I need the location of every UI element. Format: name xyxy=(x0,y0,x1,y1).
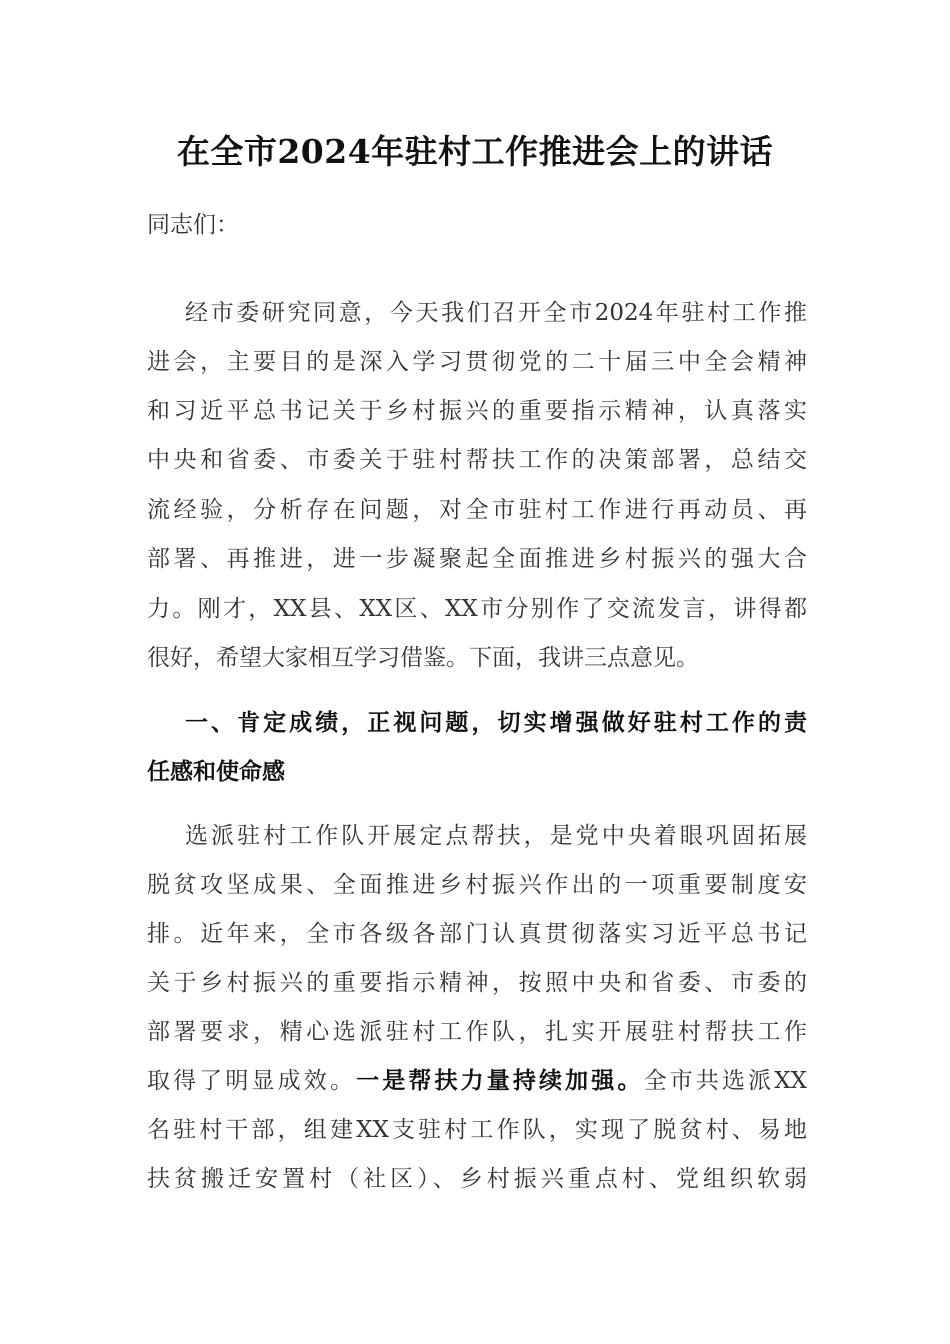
paragraph-text: 取得了明显成效。 xyxy=(147,1068,357,1094)
paragraph-line: 中央和省委、市委关于驻村帮扶工作的决策部署，总结交 xyxy=(147,447,807,473)
paragraph-line: 部署要求，精心选派驻村工作队，扎实开展驻村帮扶工作 xyxy=(147,1019,807,1045)
document-title: 在全市2024年驻村工作推进会上的讲话 xyxy=(176,132,774,171)
salutation: 同志们： xyxy=(147,212,239,238)
paragraph-line: 流经验，分析存在问题，对全市驻村工作进行再动员、再 xyxy=(147,497,807,523)
paragraph-text: 全市共选派XX xyxy=(643,1068,808,1094)
paragraph-line: 名驻村干部，组建XX支驻村工作队，实现了脱贫村、易地 xyxy=(147,1117,807,1143)
emphasis-text: 一是帮扶力量持续加强。 xyxy=(356,1067,644,1094)
paragraph-line: 部署、再推进，进一步凝聚起全面推进乡村振兴的强大合 xyxy=(147,546,807,572)
paragraph-line: 和习近平总书记关于乡村振兴的重要指示精神，认真落实 xyxy=(147,398,807,424)
paragraph-line: 脱贫攻坚成果、全面推进乡村振兴作出的一项重要制度安 xyxy=(147,872,807,898)
paragraph-line: 力。刚才，XX县、XX区、XX市分别作了交流发言，讲得都 xyxy=(147,596,807,622)
paragraph-line: 排。近年来，全市各级各部门认真贯彻落实习近平总书记 xyxy=(147,921,807,947)
paragraph-line: 很好，希望大家相互学习借鉴。下面，我讲三点意见。 xyxy=(147,645,699,671)
paragraph-line: 选派驻村工作队开展定点帮扶，是党中央着眼巩固拓展 xyxy=(185,823,807,849)
paragraph-line: 扶贫搬迁安置村（社区）、乡村振兴重点村、党组织软弱 xyxy=(147,1166,807,1192)
paragraph-line: 进会，主要目的是深入学习贯彻党的二十届三中全会精神 xyxy=(147,349,807,375)
paragraph-line-mixed xyxy=(147,1059,807,1103)
paragraph-line: 经市委研究同意，今天我们召开全市2024年驻村工作推 xyxy=(185,300,807,326)
paragraph-line: 关于乡村振兴的重要指示精神，按照中央和省委、市委的 xyxy=(147,970,807,996)
heading-line: 任感和使命感 xyxy=(147,758,285,785)
heading-line: 一、肯定成绩，正视问题，切实增强做好驻村工作的责 xyxy=(185,709,807,736)
